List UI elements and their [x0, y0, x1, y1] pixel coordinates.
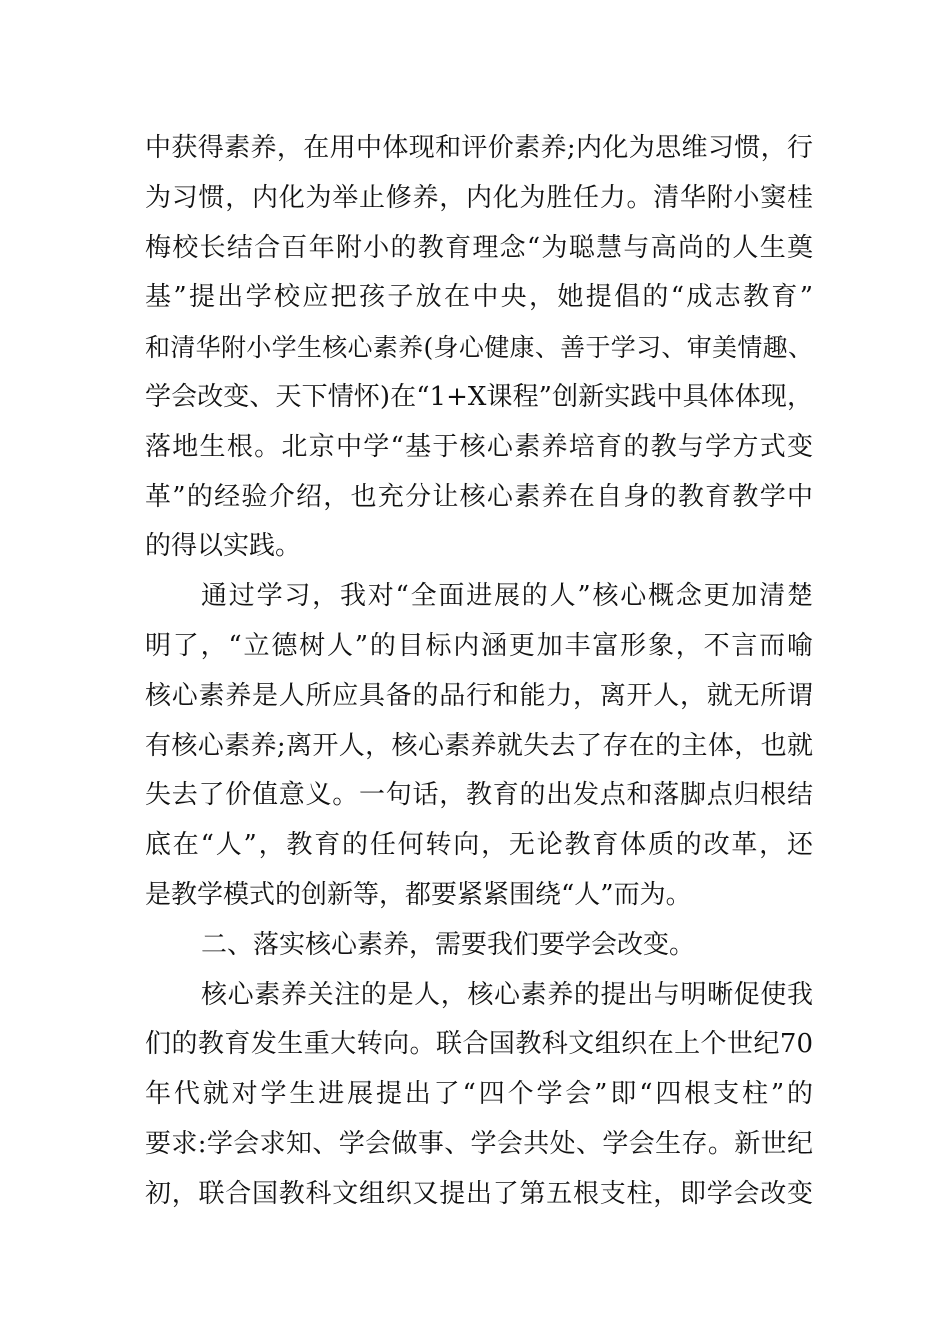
- section-heading: 二、落实核心素养，需要我们要学会改变。: [201, 929, 696, 960]
- text-line: 革”的经验介绍，也充分让核心素养在自身的教育教学中: [145, 481, 813, 512]
- text-line: 失去了价值意义。一句话，教育的出发点和落脚点归根结: [145, 780, 813, 811]
- text-line: 要求:学会求知、学会做事、学会共处、学会生存。新世纪: [145, 1128, 813, 1159]
- text-line: 核心素养是人所应具备的品行和能力，离开人，就无所谓: [145, 680, 813, 711]
- text-line: 是教学模式的创新等，都要紧紧围绕“人”而为。: [145, 879, 692, 910]
- text-line: 通过学习，我对“全面进展的人”核心概念更加清楚: [201, 581, 813, 612]
- text-line: 年代就对学生进展提出了“四个学会”即“四根支柱”的: [145, 1079, 813, 1110]
- text-line: 的得以实践。: [145, 531, 302, 562]
- text-line: 学会改变、天下情怀)在“1+X课程”创新实践中具体体现，: [145, 381, 813, 412]
- text-line: 底在“人”，教育的任何转向，无论教育体质的改革，还: [145, 830, 813, 861]
- text-line: 落地生根。北京中学“基于核心素养培育的教与学方式变: [145, 431, 813, 462]
- text-line: 核心素养关注的是人，核心素养的提出与明晰促使我: [201, 979, 813, 1010]
- text-line: 基”提出学校应把孩子放在中央，她提倡的“成志教育”: [145, 282, 813, 313]
- text-line: 为习惯，内化为举止修养，内化为胜任力。清华附小窦桂: [145, 182, 813, 213]
- text-line: 初，联合国教科文组织又提出了第五根支柱，即学会改变: [145, 1178, 813, 1209]
- text-line: 们的教育发生重大转向。联合国教科文组织在上个世纪70: [145, 1029, 813, 1060]
- text-line: 梅校长结合百年附小的教育理念“为聪慧与高尚的人生奠: [145, 232, 813, 263]
- text-line: 有核心素养;离开人，核心素养就失去了存在的主体，也就: [145, 730, 813, 761]
- text-line: 中获得素养，在用中体现和评价素养;内化为思维习惯，行: [145, 133, 813, 163]
- text-line: 和清华附小学生核心素养(身心健康、善于学习、审美情趣、: [145, 333, 813, 363]
- text-line: 明了，“立德树人”的目标内涵更加丰富形象，不言而喻: [145, 630, 813, 661]
- document-body: [145, 124, 813, 1220]
